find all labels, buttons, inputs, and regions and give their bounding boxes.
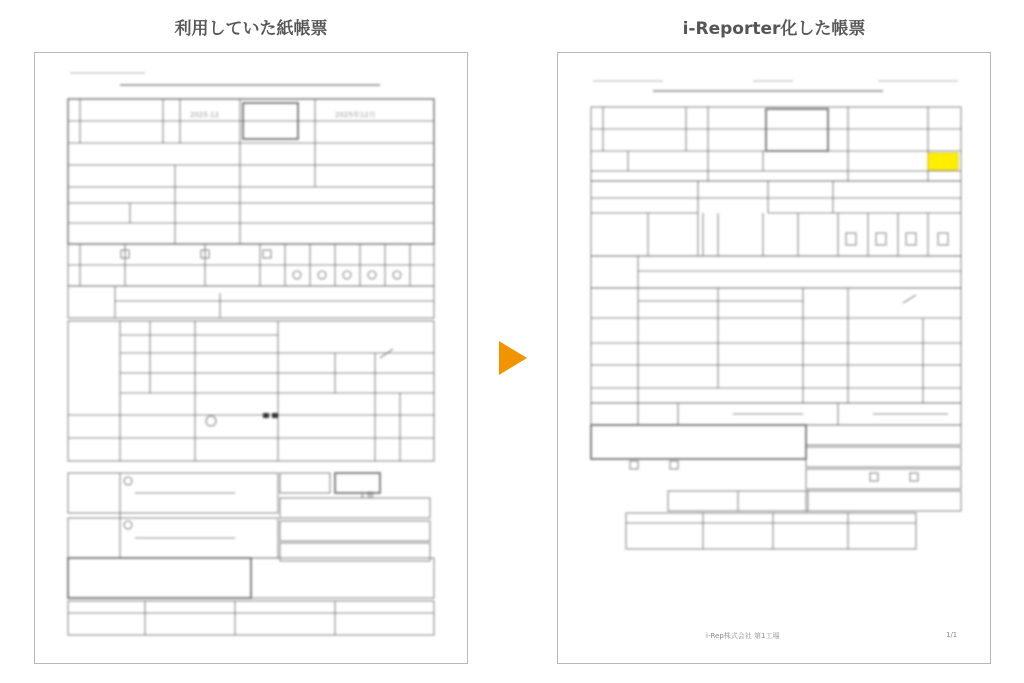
paper-form-grid [35, 53, 467, 663]
ireporter-form-page [557, 52, 991, 664]
right-caption: i-Reporter化した帳票 [682, 19, 866, 39]
paper-form-lines [35, 53, 467, 663]
svg-text:1 個: 1 個 [360, 491, 374, 499]
transform-arrow-icon [499, 341, 527, 375]
footer-company: i-Rep株式会社 第1工場 [706, 632, 780, 640]
left-caption: 利用していた紙帳票 [174, 19, 328, 39]
svg-text:2025年12月: 2025年12月 [335, 111, 376, 119]
paper-form-page [34, 52, 468, 664]
ireporter-form-lines [558, 53, 990, 663]
svg-text:2025.12: 2025.12 [190, 111, 219, 119]
footer-page-number: 1/1 [946, 631, 958, 639]
highlight-cell [928, 153, 958, 170]
ireporter-form-grid [558, 53, 990, 663]
